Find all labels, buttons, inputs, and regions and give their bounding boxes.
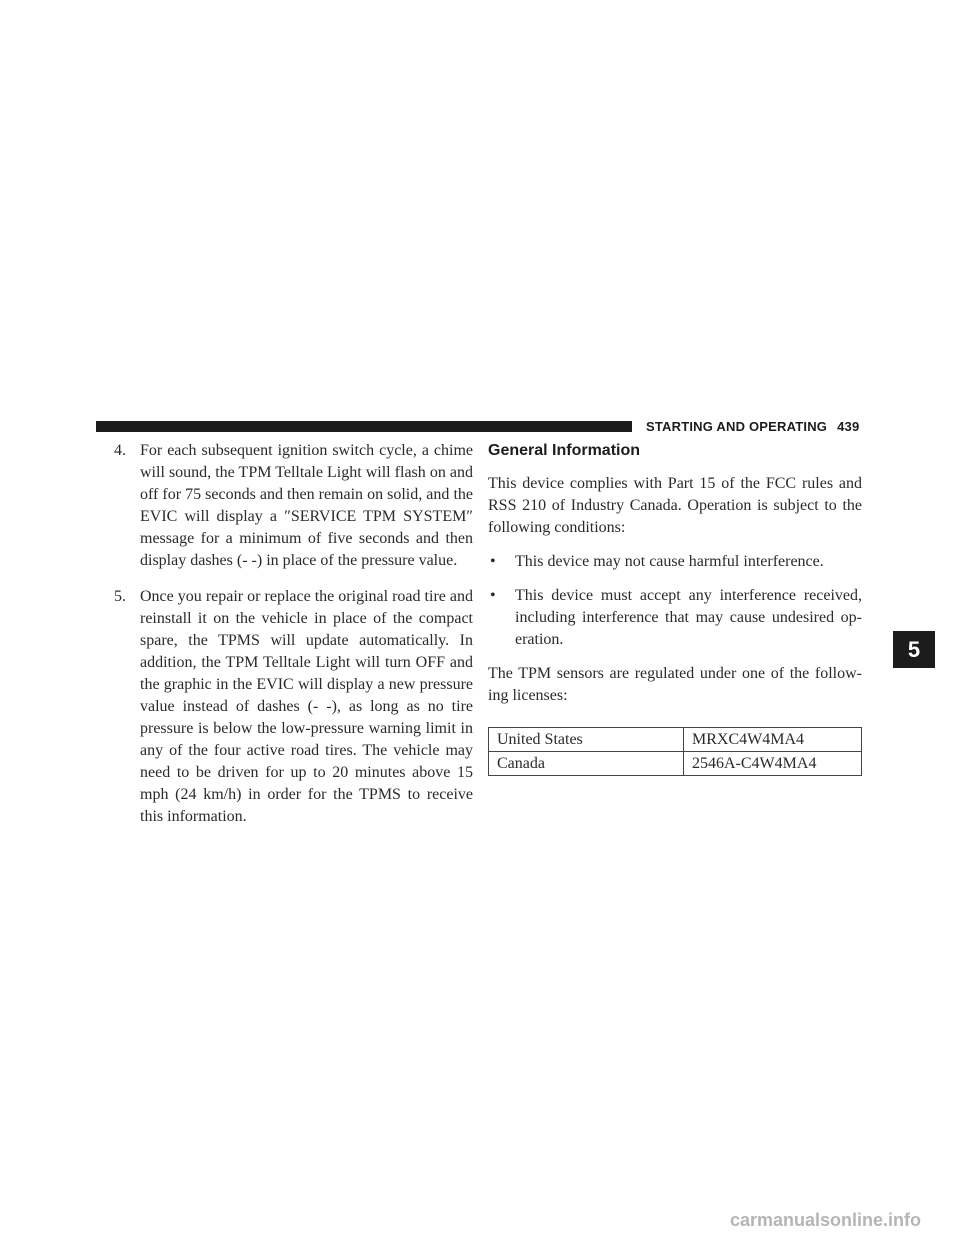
step-number: 5.: [114, 588, 126, 605]
chapter-tab: 5: [893, 631, 935, 668]
bullet-icon: •: [490, 587, 496, 604]
license-region: Canada: [489, 752, 684, 776]
watermark: carmanualsonline.info: [730, 1210, 922, 1230]
step-text: Once you repair or replace the original road tire and reinstall it on the vehicle in place of the compact spare, the TPMS will update automatically. In addition, the TPM Telltale Light will turn OFF and the graphic in the EVIC will display a new pressure value instead of dashes (- -), as long as no tire pressure is below the low-pressure warning limit in any of the four active road tires. The vehicle may need to be driven for up to 20 minutes above 15 mph (24 km/h) in order for the TPMS to receive this information.: [140, 588, 473, 825]
bullet-text: This device may not cause harmful interference.: [515, 553, 824, 570]
bullet-item: [488, 585, 862, 651]
section-heading: General Information: [488, 442, 641, 459]
numbered-step: [114, 440, 473, 572]
right-column: [488, 440, 862, 776]
table-row: [489, 752, 862, 776]
intro-paragraph: This device complies with Part 15 of the FCC rules and RSS 210 of Industry Canada. Operation is subject to the following conditions:: [488, 475, 862, 536]
bullet-text: This device must accept any interference received, including interference that may cause undesired op-eration.: [515, 587, 862, 648]
license-id: 2546A-C4W4MA4: [684, 752, 862, 776]
left-column: [114, 440, 473, 842]
license-id: MRXC4W4MA4: [684, 728, 862, 752]
numbered-step: [114, 586, 473, 828]
bullet-item: [488, 551, 862, 573]
header-rule: [96, 421, 632, 432]
license-table: [488, 727, 862, 776]
step-text: For each subsequent ignition switch cycle, a chime will sound, the TPM Telltale Light will flash on and off for 75 seconds and then remain on solid, and the EVIC will display a ″SERVICE TPM SYSTEM″ message for a minimum of five seconds and then display dashes (- -) in place of the pressure value.: [140, 442, 473, 569]
section-title: STARTING AND OPERATING: [646, 419, 828, 434]
licenses-paragraph: The TPM sensors are regulated under one of the follow-ing licenses:: [488, 665, 862, 704]
license-region: United States: [489, 728, 684, 752]
step-number: 4.: [114, 442, 126, 459]
table-row: [489, 728, 862, 752]
running-header: [646, 418, 859, 436]
bullet-icon: •: [490, 553, 496, 570]
page-number: 439: [837, 419, 860, 434]
